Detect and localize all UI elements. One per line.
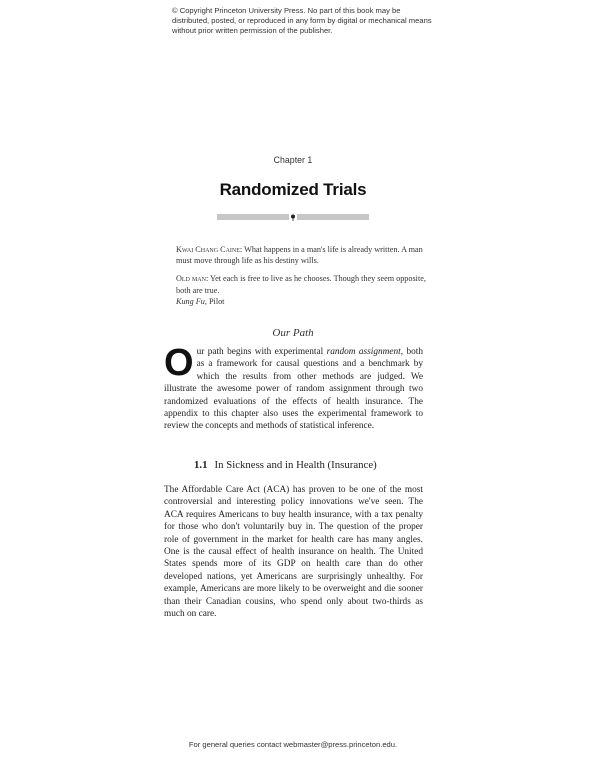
section-title: In Sickness and in Health (Insurance) xyxy=(214,459,377,471)
epigraph-line-1 xyxy=(176,244,428,266)
epigraph-text-1: What happens in a man's life is already written. A man must move through life as his destiny wills. xyxy=(176,245,423,266)
epigraph xyxy=(176,244,428,307)
epigraph-speaker-1: Kwai Chang Caine: xyxy=(176,245,243,254)
section-heading xyxy=(194,459,377,471)
epigraph-source-detail: , Pilot xyxy=(204,296,225,306)
section-body: The Affordable Care Act (ACA) has proven to be one of the most controversial and interesting policy innovations we've seen. The ACA requires Americans to buy health insurance, with a tax penalty for those who don't voluntarily buy in. The question of the proper role of government in the market for health care has many angles. One is the causal effect of health insurance on health. The United States spends more of its GDP on health care than do other developed nations, yet Americans are surprisingly unhealthy. For example, Americans are more likely to be overweight and die sooner than their Canadian cousins, who spend only about two-thirds as much on care. xyxy=(164,485,423,620)
epigraph-text-2: Yet each is free to live as he chooses. Though they seem opposite, both are true. xyxy=(176,274,426,295)
copyright-notice: © Copyright Princeton University Press. No part of this book may be distributed, posted, or reproduced in any form by digital or mechanical means without prior written permission of the publisher. xyxy=(172,6,432,35)
footer-contact: For general queries contact webmaster@press.princeton.edu. xyxy=(188,740,398,749)
our-path-text-italic: random assignment, xyxy=(326,347,404,357)
section-number: 1.1 xyxy=(194,459,208,471)
chapter-title: Randomized Trials xyxy=(219,180,367,199)
our-path-text-before: ur path begins with experimental xyxy=(196,347,327,357)
our-path-paragraph xyxy=(164,342,423,433)
ornament-dot xyxy=(291,215,295,219)
drop-cap: O xyxy=(164,342,194,384)
chapter-label: Chapter 1 xyxy=(273,155,313,165)
epigraph-line-2 xyxy=(176,273,428,295)
our-path-heading: Our Path xyxy=(272,327,314,339)
epigraph-source-title: Kung Fu xyxy=(176,296,205,306)
chapter-ornament xyxy=(217,213,369,222)
our-path-text-after: both as a framework for causal questions and a benchmark by which the results from other methods are judged. We illustrate the awesome power of random assignment through two randomized evaluations of the effects of health insurance. The appendix to this chapter also uses the experimental framework to review the concepts and methods of statistical inference. xyxy=(164,347,423,432)
epigraph-speaker-2: Old man: xyxy=(176,274,209,284)
epigraph-attribution xyxy=(176,296,428,307)
